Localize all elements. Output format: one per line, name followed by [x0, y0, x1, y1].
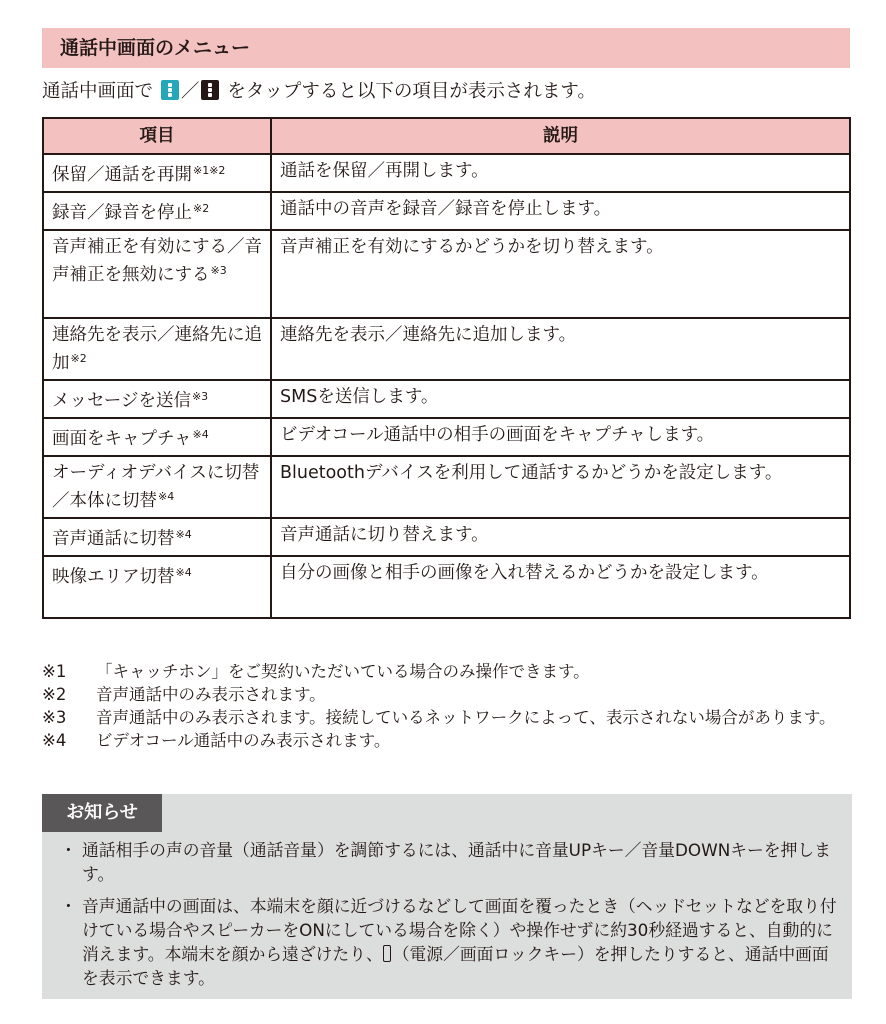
menu-item-label: 音声通話に切替 — [52, 529, 175, 549]
footnote — [42, 660, 862, 683]
table-row — [43, 556, 850, 618]
menu-item-label: オーディオデバイスに切替／本体に切替 — [52, 463, 260, 511]
menu-item-cell — [43, 556, 271, 618]
intro-text-after: をタップすると以下の項目が表示されます。 — [227, 81, 596, 102]
footnote-text: 音声通話中のみ表示されます。接続しているネットワークによって、表示されない場合があります。 — [96, 708, 836, 727]
footnote-mark: ※2 — [42, 685, 67, 704]
menu-item-cell — [43, 518, 271, 556]
notice-item — [60, 894, 845, 990]
table-header-row — [43, 118, 850, 154]
menu-table — [42, 117, 851, 619]
footnote-text: 音声通話中のみ表示されます。 — [96, 685, 326, 704]
menu-item-cell — [43, 154, 271, 192]
intro-separator: ／ — [180, 81, 200, 102]
menu-description: SMSを送信します。 — [271, 380, 850, 418]
menu-item-label: 画面をキャプチャ — [52, 429, 192, 449]
header-description: 説明 — [271, 118, 850, 154]
note-mark: ※2 — [70, 352, 87, 365]
header-item: 項目 — [43, 118, 271, 154]
footnote-text: 「キャッチホン」をご契約いただいている場合のみ操作できます。 — [96, 662, 590, 681]
footnotes — [42, 660, 862, 752]
note-mark: ※2 — [193, 202, 210, 215]
menu-item-label: 保留／通話を再開 — [52, 165, 192, 185]
notice-text: 通話相手の声の音量（通話音量）を調節するには、通話中に音量UPキー／音量DOWNキーを押します。 — [82, 840, 831, 884]
footnote-text: ビデオコール通話中のみ表示されます。 — [96, 731, 391, 750]
menu-description: 通話中の音声を録音／録音を停止します。 — [271, 192, 850, 230]
menu-icon-dark — [201, 80, 219, 100]
footnote-mark: ※4 — [42, 731, 67, 750]
menu-description: ビデオコール通話中の相手の画面をキャプチャします。 — [271, 418, 850, 456]
menu-item-cell — [43, 456, 271, 518]
note-mark: ※3 — [191, 390, 209, 403]
menu-description: Bluetoothデバイスを利用して通話するかどうかを設定します。 — [271, 456, 850, 518]
menu-icon-teal — [161, 80, 179, 100]
intro-text — [42, 78, 862, 106]
notice-label: お知らせ — [42, 794, 162, 832]
table-row — [43, 418, 850, 456]
table-row — [43, 154, 850, 192]
note-mark: ※4 — [175, 528, 192, 541]
footnote-mark: ※1 — [42, 662, 67, 681]
menu-item-label: 音声補正を有効にする／音声補正を無効にする — [52, 237, 262, 285]
table-row — [43, 456, 850, 518]
menu-description: 連絡先を表示／連絡先に追加します。 — [271, 318, 850, 380]
menu-description: 自分の画像と相手の画像を入れ替えるかどうかを設定します。 — [271, 556, 850, 618]
menu-item-cell — [43, 418, 271, 456]
menu-item-label: 連絡先を表示／連絡先に追加 — [52, 325, 262, 373]
menu-item-cell — [43, 192, 271, 230]
footnote — [42, 683, 862, 706]
bullet: ・ — [60, 896, 77, 916]
table-row — [43, 230, 850, 318]
footnote — [42, 729, 862, 752]
menu-description: 通話を保留／再開します。 — [271, 154, 850, 192]
note-mark: ※1※2 — [193, 164, 226, 177]
notice-list — [60, 838, 845, 998]
footnote-mark: ※3 — [42, 708, 67, 727]
notice-text — [82, 894, 845, 990]
menu-description: 音声補正を有効にするかどうかを切り替えます。 — [271, 230, 850, 318]
notice-item — [60, 838, 845, 886]
menu-item-cell — [43, 318, 271, 380]
table-row — [43, 380, 850, 418]
menu-description: 音声通話に切り替えます。 — [271, 518, 850, 556]
menu-item-label: メッセージを送信 — [52, 391, 191, 411]
menu-item-label: 映像エリア切替 — [52, 567, 175, 587]
table-row — [43, 518, 850, 556]
notice-box — [42, 794, 852, 999]
note-mark: ※4 — [175, 566, 192, 579]
bullet: ・ — [60, 840, 77, 860]
note-mark: ※3 — [210, 264, 227, 277]
table-row — [43, 318, 850, 380]
menu-item-label: 録音／録音を停止 — [52, 203, 192, 223]
notice-text-part: （電源／画面ロックキー）を押したりすると、通話中画面を表示できます。 — [82, 944, 829, 988]
menu-item-cell — [43, 230, 271, 318]
intro-text-before: 通話中画面で — [42, 81, 154, 102]
table-row — [43, 192, 850, 230]
section-title: 通話中画面のメニュー — [42, 28, 850, 68]
note-mark: ※4 — [158, 490, 175, 503]
footnote — [42, 706, 862, 729]
notice-text-part: 音声通話中の画面は、本端末を顔に近づけるなどして画面を覆ったとき（ヘッドセットなどを取り付けている場合やスピーカーをONにしている場合を除く）や操作せずに約30秒経過すると、自動的に消えます。本端末を顔から遠ざけたり、 — [82, 896, 837, 964]
menu-item-cell — [43, 380, 271, 418]
power-key-icon — [383, 945, 391, 962]
note-mark: ※4 — [192, 428, 209, 441]
